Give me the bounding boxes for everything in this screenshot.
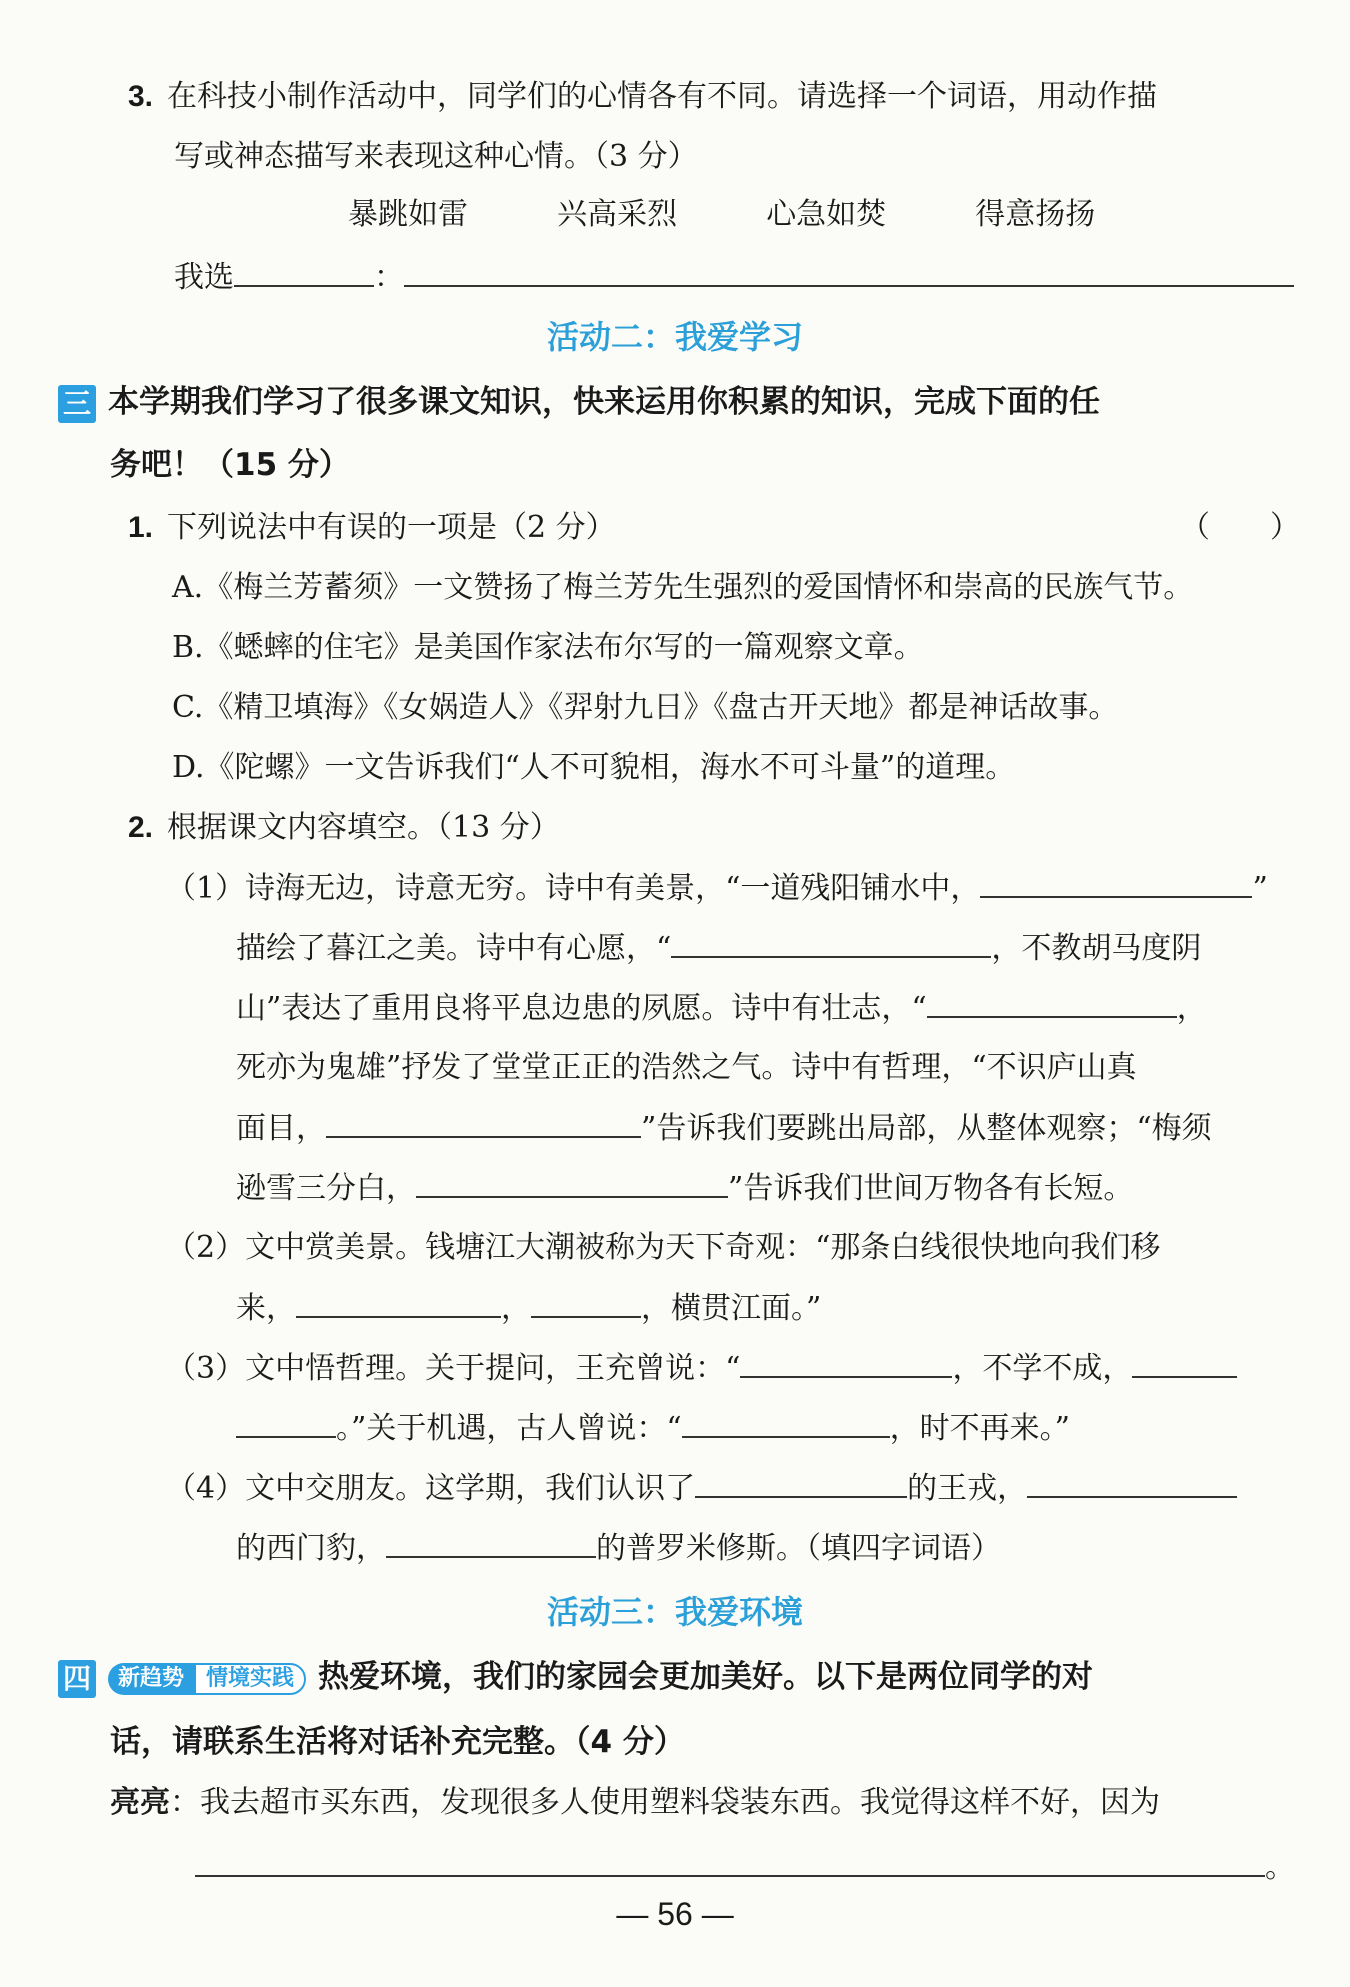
q3-choose-label: 我选: [174, 260, 234, 295]
q2-p3-blank-1[interactable]: [740, 1346, 952, 1378]
q3-text-1: 在科技小制作活动中，同学们的心情各有不同。请选择一个词语，用动作描: [167, 79, 1158, 114]
q2-p1-blank-5[interactable]: [416, 1166, 728, 1198]
q3-choice-blank[interactable]: [234, 255, 374, 287]
practice-tag: 情境实践: [194, 1663, 306, 1695]
q2-p2-text: ，横贯江面。”: [641, 1291, 822, 1326]
q3-text-2: 写或神态描写来表现这种心情。（3 分）: [174, 139, 698, 174]
q2-p1-blank-1[interactable]: [980, 866, 1252, 898]
section4-end-mark: 。: [1265, 1850, 1295, 1885]
q3-answer-line: [174, 255, 1294, 300]
section4-text-1: 热爱环境，我们的家园会更加美好。以下是两位同学的对: [318, 1659, 1094, 1695]
q2-number: 2.: [128, 811, 154, 844]
q2-p1-text: 山”表达了重用良将平息边患的夙愿。诗中有壮志，“: [236, 991, 927, 1026]
q1-line: [128, 506, 616, 550]
q1-number: 1.: [128, 511, 154, 544]
q2-p4-blank-3[interactable]: [386, 1526, 596, 1558]
q2-p4-text: 的王戎，: [907, 1471, 1028, 1506]
q1-option-c: C.《精卫填海》《女娲造人》《羿射九日》《盘古开天地》都是神话故事。: [172, 690, 1119, 725]
q2-p3-blank-3[interactable]: [682, 1406, 890, 1438]
q3-line2: [174, 135, 698, 179]
q2-p4-blank-2[interactable]: [1027, 1466, 1237, 1498]
q2-p3-blank-2b[interactable]: [236, 1406, 336, 1438]
q2-p4-text: 的普罗米修斯。（填四字词语）: [596, 1531, 1001, 1566]
q2-p3-text: 。”关于机遇，古人曾说：“: [336, 1411, 682, 1446]
new-trend-tag: 新趋势: [108, 1663, 194, 1695]
q2-p3-blank-2[interactable]: [1132, 1346, 1237, 1378]
q2-text: 根据课文内容填空。（13 分）: [167, 810, 560, 845]
q2-p1-text: ，: [1176, 991, 1207, 1026]
q2-p1-text: ”告诉我们要跳出局部，从整体观察；“梅须: [641, 1111, 1212, 1146]
q2-p4-text: 的西门豹，: [236, 1531, 386, 1566]
section3-text-1: 本学期我们学习了很多课文知识，快来运用你积累的知识，完成下面的任: [108, 384, 1100, 420]
section4-badge: 四: [58, 1660, 96, 1698]
q2-p4-text: （4）文中交朋友。这学期，我们认识了: [166, 1471, 696, 1506]
q2-p4-line2: [236, 1526, 1001, 1571]
q2-p1-text: 描绘了暮江之美。诗中有心愿，“: [236, 931, 672, 966]
q2-p2-line2: [236, 1286, 821, 1331]
q3-option: 得意扬扬: [975, 197, 1096, 232]
section4-dialogue: [110, 1781, 1160, 1825]
section3-line1: [58, 380, 1100, 424]
q2-p2-blank-2[interactable]: [531, 1286, 641, 1318]
speaker-name: 亮亮: [110, 1785, 170, 1820]
q2-p3-line1: [166, 1346, 1237, 1391]
activity-two-title: 活动二：我爱学习: [546, 318, 803, 356]
q2-p4-blank-1[interactable]: [695, 1466, 907, 1498]
q2-p4-line1: [166, 1466, 1237, 1511]
q2-p1-text: ”: [1252, 871, 1268, 906]
q2-p1-text: ”告诉我们世间万物各有长短。: [728, 1171, 1134, 1206]
section3-line2: [110, 443, 350, 487]
section3-badge: 三: [58, 385, 96, 423]
q1-option-b: B.《蟋蟀的住宅》是美国作家法布尔写的一篇观察文章。: [172, 630, 924, 665]
section3-text-2: 务吧！（15 分）: [110, 447, 350, 483]
q2-p2-blank-1[interactable]: [296, 1286, 501, 1318]
section4-text-2: 话，请联系生活将对话补充完整。（4 分）: [110, 1724, 685, 1760]
q2-p1-text: ，不教胡马度阴: [991, 931, 1202, 966]
q1-option-d: D.《陀螺》一文告诉我们“人不可貌相，海水不可斗量”的道理。: [172, 750, 1016, 785]
q2-line: [128, 806, 560, 850]
q2-p1-line1: [166, 866, 1268, 911]
q3-line1: [128, 75, 1157, 119]
q2-p1-blank-3[interactable]: [927, 986, 1177, 1018]
q2-p2-text: 来，: [236, 1291, 296, 1326]
section4-answer-line: [195, 1845, 1295, 1890]
q2-p1-line6: [236, 1166, 1133, 1211]
q2-p1-blank-4[interactable]: [326, 1106, 641, 1138]
q2-p2-line1: （2）文中赏美景。钱塘江大潮被称为天下奇观：“那条白线很快地向我们移: [166, 1230, 1161, 1265]
q2-p1-text: 逊雪三分白，: [236, 1171, 416, 1206]
q3-options: [348, 193, 1095, 237]
speaker-speech: ：我去超市买东西，发现很多人使用塑料袋装东西。我觉得这样不好，因为: [170, 1785, 1160, 1820]
q2-p3-text: （3）文中悟哲理。关于提问，王充曾说：“: [166, 1351, 741, 1386]
page-number: — 56 —: [616, 1896, 734, 1932]
q1-option-a: A.《梅兰芳蓄须》一文赞扬了梅兰芳先生强烈的爱国情怀和崇高的民族气节。: [172, 570, 1194, 605]
q2-p3-text: ，时不再来。”: [889, 1411, 1071, 1446]
q3-option: 暴跳如雷: [348, 197, 468, 232]
q3-colon: ：: [374, 260, 404, 295]
q2-p1-line2: [236, 926, 1201, 971]
q2-p3-line2: [236, 1406, 1070, 1451]
q2-p1-line4: 死亦为鬼雄”抒发了堂堂正正的浩然之气。诗中有哲理，“不识庐山真: [236, 1050, 1137, 1085]
section4-answer-blank[interactable]: [195, 1845, 1265, 1877]
q2-p2-text: ，: [501, 1291, 531, 1326]
q2-p3-text: ，不学不成，: [952, 1351, 1133, 1386]
q1-answer-paren[interactable]: （ ）: [1180, 510, 1300, 545]
q3-answer-blank[interactable]: [404, 255, 1294, 287]
activity-three-title: 活动三：我爱环境: [546, 1593, 803, 1631]
q3-option: 兴高采烈: [557, 197, 678, 232]
q2-p1-text: 面目，: [236, 1111, 326, 1146]
q1-text: 下列说法中有误的一项是（2 分）: [167, 510, 616, 545]
q2-p1-blank-2[interactable]: [671, 926, 991, 958]
q2-p1-line3: [236, 986, 1207, 1031]
section4-line1: [58, 1655, 1093, 1699]
q3-option: 心急如焚: [766, 197, 887, 232]
q3-number: 3.: [128, 80, 154, 113]
q2-p1-line5: [236, 1106, 1212, 1151]
q2-p1-text: （1）诗海无边，诗意无穷。诗中有美景，“一道残阳铺水中，: [166, 871, 981, 906]
section4-line2: [110, 1720, 685, 1764]
